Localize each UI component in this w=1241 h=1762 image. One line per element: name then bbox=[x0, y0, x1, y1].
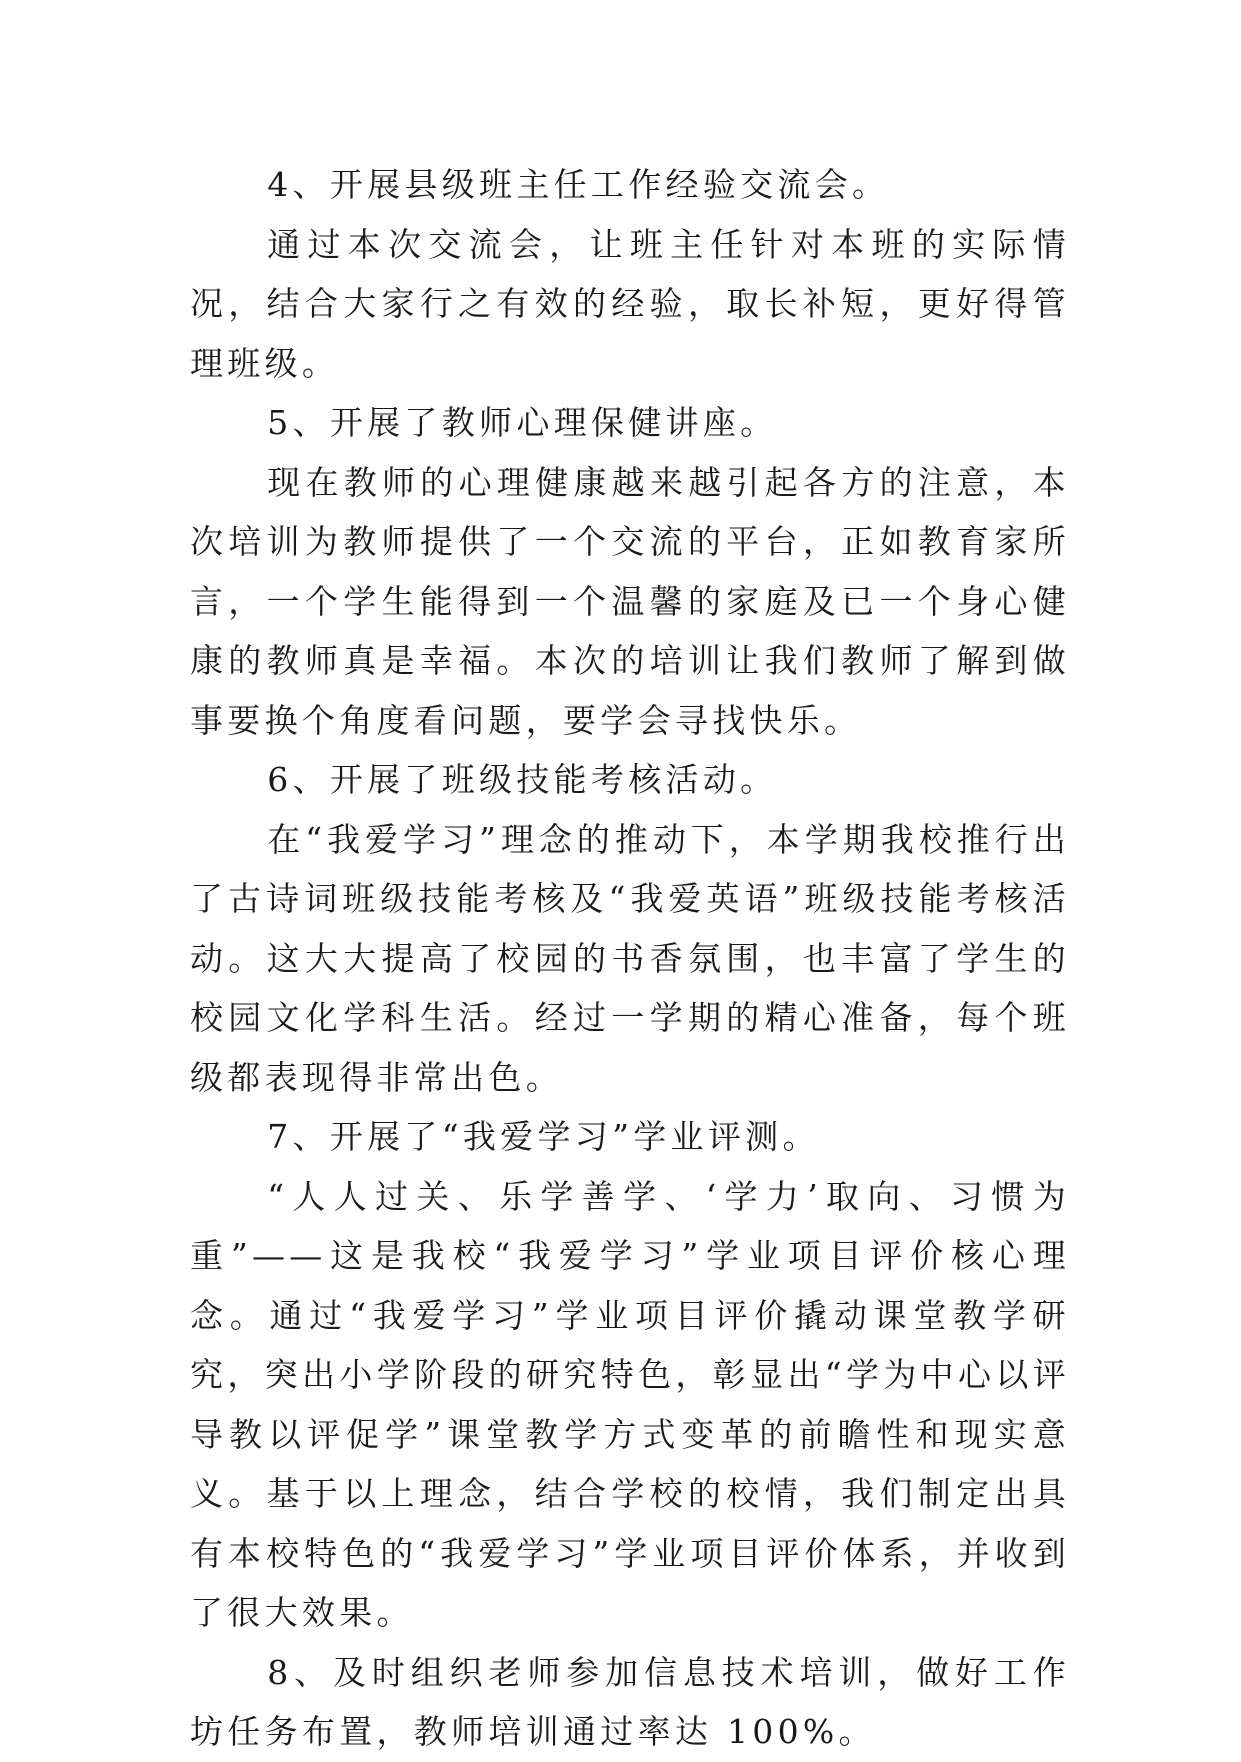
item-heading-6: 6、开展了班级技能考核活动。 bbox=[267, 760, 778, 799]
item-body-7: “人人过关、乐学善学、‘学力’取向、习惯为重”——这是我校“我爱学习”学业项目评价核心理念。通过“我爱学习”学业项目评价撬动课堂教学研究，突出小学阶段的研究特色，彰显出“学为中心以评导教以评促学”课堂教学方式变革的前瞻性和现实意义。基于以上理念，结合学校的校情，我们制定出具有本校特色的“我爱学习”学业项目评价体系，并收到了很大效果。 bbox=[190, 1176, 1070, 1632]
item-body-6: 在“我爱学习”理念的推动下，本学期我校推行出了古诗词班级技能考核及“我爱英语”班级技能考核活动。这大大提高了校园的书香氛围，也丰富了学生的校园文化学科生活。经过一学期的精心准备，每个班级都表现得非常出色。 bbox=[190, 819, 1070, 1097]
document-body bbox=[190, 155, 1070, 1762]
item-heading-5: 5、开展了教师心理保健讲座。 bbox=[267, 403, 778, 442]
item-body-4: 通过本次交流会，让班主任针对本班的实际情况，结合大家行之有效的经验，取长补短，更好得管理班级。 bbox=[190, 224, 1070, 383]
item-heading-7: 7、开展了“我爱学习”学业评测。 bbox=[267, 1117, 820, 1156]
item-heading-4: 4、开展县级班主任工作经验交流会。 bbox=[267, 165, 890, 204]
item-heading-8: 8、及时组织老师参加信息技术培训，做好工作坊任务布置，教师培训通过率达 100%。 bbox=[190, 1652, 1070, 1751]
item-body-5: 现在教师的心理健康越来越引起各方的注意，本次培训为教师提供了一个交流的平台，正如教育家所言，一个学生能得到一个温馨的家庭及已一个身心健康的教师真是幸福。本次的培训让我们教师了解到做事要换个角度看问题，要学会寻找快乐。 bbox=[190, 462, 1070, 740]
